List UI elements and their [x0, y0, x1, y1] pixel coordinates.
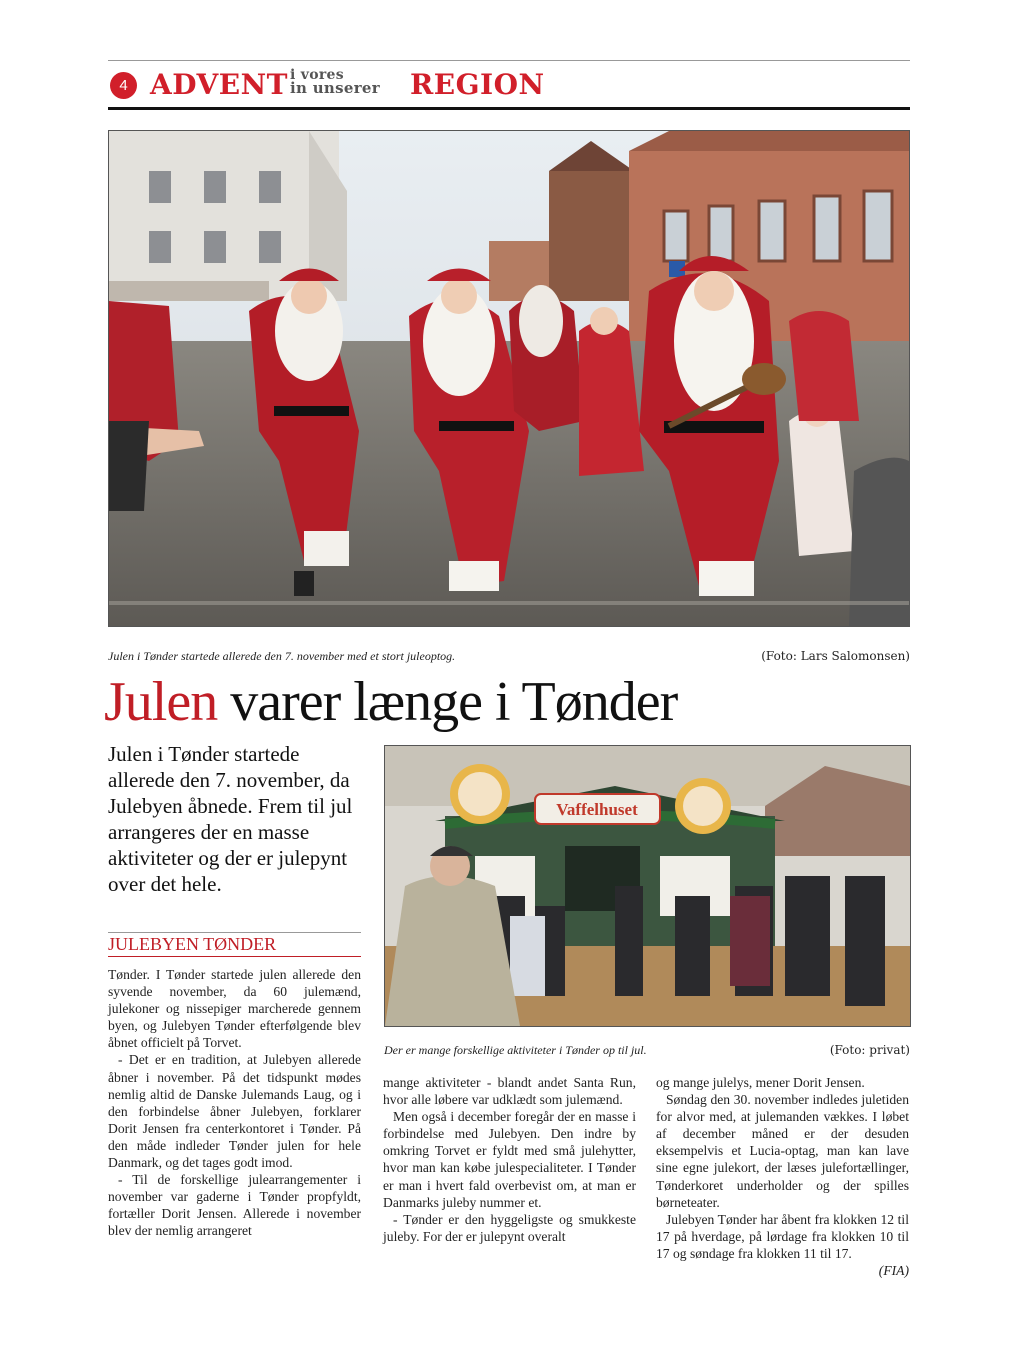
page-number-badge: 4	[110, 72, 137, 99]
headline-rest: varer længe i Tønder	[217, 671, 678, 733]
santa-parade-image	[109, 131, 909, 626]
article-column-3	[656, 1074, 909, 1279]
subhead-top-rule	[108, 932, 361, 933]
col1-paragraph: - Til de forskellige julearrangementer i november var gaderne i Tønder propfyldt, fortæller Dorit Jensen. Allerede i november blev der nemlig arrangeret	[108, 1172, 361, 1239]
christmas-market-photo	[384, 745, 911, 1027]
article-column-1	[108, 966, 361, 1240]
photo1-caption: Julen i Tønder startede allerede den 7. november med et stort juleoptog.	[108, 649, 456, 663]
christmas-market-image	[385, 746, 910, 1026]
subhead-bottom-rule	[108, 956, 361, 957]
col1-paragraph: - Det er en tradition, at Julebyen allerede åbner i november. På det tidspunkt mødes nemlig altid de Danske Julemands Laug, og i den forbindelse åbner Julebyen, forklarer Dorit Jensen fra centerkontoret i Tønder. På den måde indleder Tønder julen for hele Danmark, og det tages godt imod.	[108, 1052, 361, 1171]
photo2-caption: Der er mange forskellige aktiviteter i Tønder op til jul.	[384, 1043, 647, 1057]
santa-parade-photo	[108, 130, 910, 627]
article-column-2	[383, 1074, 636, 1245]
col3-paragraph: Søndag den 30. november indledes juletiden for alvor med, at julemanden vækkes. I løbet af december måned er der desuden eksempelvis et Lucia-optag, man kan lave sine egne julekort, der læses julefortællinger, Tønderkoret underholder og der spilles børneteater.	[656, 1092, 909, 1210]
section-title-region: REGION	[410, 68, 545, 101]
article-lead: Julen i Tønder startede allerede den 7. november, da Julebyen åbnede. Frem til jul arrangeres der en masse aktiviteter og der er julepynt over det hele.	[108, 742, 353, 896]
headline-red-part: Julen	[104, 671, 218, 733]
author-signature: (FIA)	[878, 1263, 909, 1279]
article-headline	[104, 672, 824, 732]
col3-paragraph: Julebyen Tønder har åbent fra klokken 12 til 17 på hverdage, på lørdage fra klokken 10 til 17 og søndage fra klokken 11 til 17.	[656, 1211, 909, 1261]
header-rule	[108, 107, 910, 110]
col2-paragraph: mange aktiviteter - blandt andet Santa Run, hvor alle løbere var udklædt som julemænd.	[383, 1075, 636, 1108]
col3-paragraph: og mange julelys, mener Dorit Jensen.	[656, 1075, 865, 1090]
photo2-credit: (Foto: privat)	[829, 1043, 910, 1057]
vaffelhuset-sign: Vaffelhuset	[556, 800, 638, 819]
col2-paragraph: - Tønder er den hyggeligste og smukkeste juleby. For der er julepynt overalt	[383, 1211, 636, 1244]
col1-paragraph: Tønder. I Tønder startede julen allerede den syvende november, da 60 julemænd, julekoner og nissepiger marcherede gennem byen, og Julebyen Tønder efterfølgende blev åbnet officielt på Torvet.	[108, 967, 361, 1051]
top-rule	[108, 60, 910, 61]
article-subhead: JULEBYEN TØNDER	[108, 934, 277, 954]
section-title-advent: ADVENT	[150, 68, 289, 101]
section-subtitle-danish: i vores	[290, 67, 344, 83]
photo1-credit: (Foto: Lars Salomonsen)	[761, 649, 910, 663]
col2-paragraph: Men også i december foregår der en masse i forbindelse med Julebyen. Den indre by omkring Torvet er fyldt med små julehytter, hvor man kan købe julespecialiteter. I Tønder er man i hvert fald overbevist om, at man er Danmarks juleby nummer et.	[383, 1109, 636, 1210]
section-subtitle-german: in unserer	[290, 79, 380, 97]
